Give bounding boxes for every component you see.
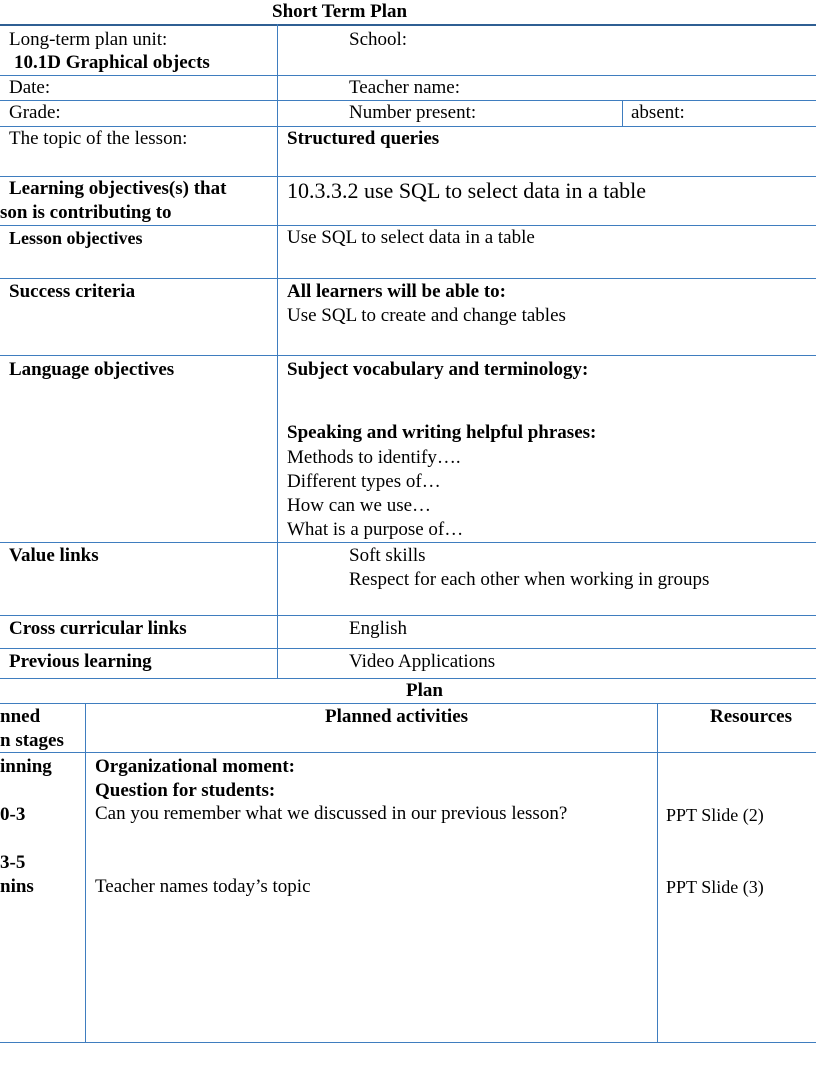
activity-question: Can you remember what we discussed in our previous lesson? bbox=[95, 803, 568, 824]
column-divider bbox=[277, 24, 278, 679]
phrase-item: What is a purpose of… bbox=[287, 519, 464, 540]
phrases-heading: Speaking and writing helpful phrases: bbox=[287, 422, 597, 443]
stage-beginning: inning bbox=[0, 756, 52, 777]
school-label: School: bbox=[349, 29, 408, 50]
row-divider bbox=[0, 542, 816, 543]
previous-learning-label: Previous learning bbox=[9, 651, 152, 672]
value-links-label: Value links bbox=[9, 545, 99, 566]
plan-top-border bbox=[0, 703, 816, 704]
col-header-resources: Resources bbox=[710, 706, 792, 727]
plan-bottom-border bbox=[0, 1042, 816, 1043]
topic-value: Structured queries bbox=[287, 128, 440, 149]
cross-curricular-label: Cross curricular links bbox=[9, 618, 187, 639]
row-divider bbox=[0, 355, 816, 356]
resource-item: PPT Slide (3) bbox=[666, 877, 764, 897]
phrase-item: How can we use… bbox=[287, 495, 432, 516]
language-objectives-label: Language objectives bbox=[9, 359, 175, 380]
stage-time: 0-3 bbox=[0, 804, 26, 825]
cross-curricular-value: English bbox=[349, 618, 408, 639]
col-header-stages-cont: n stages bbox=[0, 730, 64, 751]
col-header-activities: Planned activities bbox=[325, 706, 469, 727]
activity-heading: Question for students: bbox=[95, 780, 276, 801]
plan-title: Plan bbox=[406, 680, 443, 701]
resource-item: PPT Slide (2) bbox=[666, 805, 764, 825]
long-term-unit-label: Long-term plan unit: bbox=[9, 29, 168, 50]
topic-label: The topic of the lesson: bbox=[9, 128, 188, 149]
row-divider bbox=[0, 615, 816, 616]
plan-column-divider bbox=[657, 703, 658, 1043]
success-criteria-label: Success criteria bbox=[9, 281, 136, 302]
value-links-line: Respect for each other when working in groups bbox=[349, 569, 710, 590]
plan-header-divider bbox=[0, 752, 816, 753]
long-term-unit-value: 10.1D Graphical objects bbox=[14, 52, 210, 73]
column-divider bbox=[622, 100, 623, 127]
vocabulary-heading: Subject vocabulary and terminology: bbox=[287, 359, 589, 380]
previous-learning-value: Video Applications bbox=[349, 651, 496, 672]
date-label: Date: bbox=[9, 77, 51, 98]
table-top-border bbox=[0, 24, 816, 26]
lesson-objectives-label: Lesson objectives bbox=[9, 228, 143, 248]
phrase-item: Methods to identify…. bbox=[287, 447, 461, 468]
plan-column-divider bbox=[85, 703, 86, 1043]
success-criteria-heading: All learners will be able to: bbox=[287, 281, 506, 302]
value-links-line: Soft skills bbox=[349, 545, 426, 566]
col-header-stages: nned bbox=[0, 706, 41, 727]
learning-objectives-label: Learning objectives(s) that bbox=[9, 178, 227, 199]
stage-minutes: nins bbox=[0, 876, 34, 897]
learning-objectives-label-cont: son is contributing to bbox=[0, 202, 172, 223]
row-divider bbox=[0, 278, 816, 279]
teacher-name-label: Teacher name: bbox=[349, 77, 461, 98]
success-criteria-value: Use SQL to create and change tables bbox=[287, 305, 566, 326]
row-divider bbox=[0, 648, 816, 649]
activity-topic: Teacher names today’s topic bbox=[95, 876, 311, 897]
phrase-item: Different types of… bbox=[287, 471, 441, 492]
learning-objectives-value: 10.3.3.2 use SQL to select data in a table bbox=[287, 178, 647, 203]
number-present-label: Number present: bbox=[349, 102, 477, 123]
page-title: Short Term Plan bbox=[272, 1, 408, 22]
stage-time: 3-5 bbox=[0, 852, 26, 873]
grade-label: Grade: bbox=[9, 102, 61, 123]
activity-heading: Organizational moment: bbox=[95, 756, 296, 777]
lesson-objectives-value: Use SQL to select data in a table bbox=[287, 227, 535, 248]
absent-label: absent: bbox=[631, 102, 685, 123]
